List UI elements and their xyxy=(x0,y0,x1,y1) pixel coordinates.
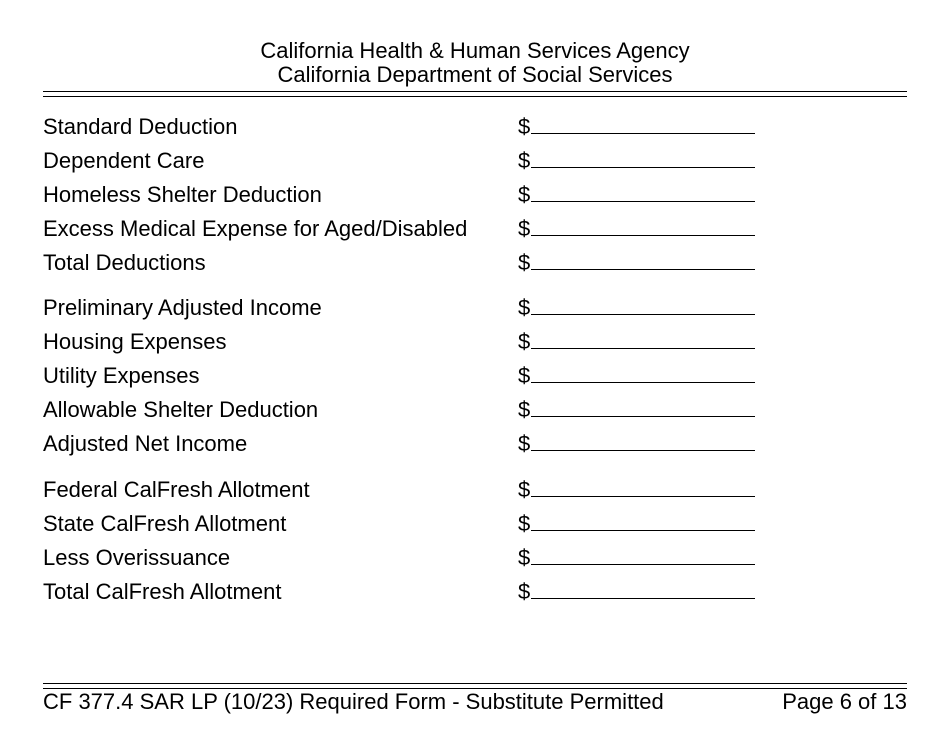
amount-blank-line[interactable] xyxy=(531,580,755,599)
agency-name: California Health & Human Services Agency xyxy=(260,38,690,63)
form-row xyxy=(43,113,907,147)
amount-field[interactable] xyxy=(518,113,755,141)
currency-symbol: $ xyxy=(518,329,531,354)
amount-field[interactable] xyxy=(518,181,755,209)
deductions-section xyxy=(43,113,907,283)
currency-symbol: $ xyxy=(518,397,531,422)
amount-field[interactable] xyxy=(518,476,755,504)
row-label: Less Overissuance xyxy=(43,545,231,570)
amount-field[interactable] xyxy=(518,362,755,390)
currency-symbol: $ xyxy=(518,148,531,173)
form-row xyxy=(43,544,907,578)
amount-blank-line[interactable] xyxy=(531,115,755,134)
row-label: Excess Medical Expense for Aged/Disabled xyxy=(43,216,468,241)
amount-field[interactable] xyxy=(518,147,755,175)
form-row xyxy=(43,578,907,612)
amount-blank-line[interactable] xyxy=(531,398,755,417)
form-row xyxy=(43,181,907,215)
amount-blank-line[interactable] xyxy=(531,478,755,497)
row-label: State CalFresh Allotment xyxy=(43,511,287,536)
amount-blank-line[interactable] xyxy=(531,364,755,383)
row-label: Total CalFresh Allotment xyxy=(43,579,282,604)
row-label: Homeless Shelter Deduction xyxy=(43,182,322,207)
row-label: Housing Expenses xyxy=(43,329,227,354)
amount-field[interactable] xyxy=(518,396,755,424)
amount-blank-line[interactable] xyxy=(531,432,755,451)
currency-symbol: $ xyxy=(518,579,531,604)
document-header xyxy=(0,39,950,87)
page-number: Page 6 of 13 xyxy=(782,689,907,714)
header-divider xyxy=(43,91,907,97)
amount-field[interactable] xyxy=(518,328,755,356)
currency-symbol: $ xyxy=(518,114,531,139)
amount-blank-line[interactable] xyxy=(531,251,755,270)
currency-symbol: $ xyxy=(518,431,531,456)
amount-field[interactable] xyxy=(518,294,755,322)
income-section xyxy=(43,294,907,464)
amount-field[interactable] xyxy=(518,215,755,243)
currency-symbol: $ xyxy=(518,477,531,502)
amount-blank-line[interactable] xyxy=(531,296,755,315)
amount-field[interactable] xyxy=(518,510,755,538)
row-label: Federal CalFresh Allotment xyxy=(43,477,310,502)
amount-blank-line[interactable] xyxy=(531,217,755,236)
currency-symbol: $ xyxy=(518,250,531,275)
row-label: Utility Expenses xyxy=(43,363,200,388)
form-row xyxy=(43,328,907,362)
amount-field[interactable] xyxy=(518,578,755,606)
currency-symbol: $ xyxy=(518,545,531,570)
amount-blank-line[interactable] xyxy=(531,330,755,349)
form-row xyxy=(43,215,907,249)
department-name: California Department of Social Services xyxy=(277,62,673,87)
form-row xyxy=(43,476,907,510)
amount-blank-line[interactable] xyxy=(531,512,755,531)
amount-blank-line[interactable] xyxy=(531,183,755,202)
form-row xyxy=(43,294,907,328)
currency-symbol: $ xyxy=(518,182,531,207)
form-row xyxy=(43,396,907,430)
row-label: Adjusted Net Income xyxy=(43,431,248,456)
currency-symbol: $ xyxy=(518,295,531,320)
amount-field[interactable] xyxy=(518,544,755,572)
currency-symbol: $ xyxy=(518,511,531,536)
allotment-section xyxy=(43,476,907,612)
form-row xyxy=(43,430,907,464)
form-identifier: CF 377.4 SAR LP (10/23) Required Form - Substitute Permitted xyxy=(43,689,664,714)
currency-symbol: $ xyxy=(518,216,531,241)
row-label: Total Deductions xyxy=(43,250,206,275)
row-label: Standard Deduction xyxy=(43,114,238,139)
form-row xyxy=(43,147,907,181)
amount-field[interactable] xyxy=(518,430,755,458)
form-row xyxy=(43,249,907,283)
form-row xyxy=(43,510,907,544)
row-label: Preliminary Adjusted Income xyxy=(43,295,322,320)
form-row xyxy=(43,362,907,396)
row-label: Allowable Shelter Deduction xyxy=(43,397,319,422)
row-label: Dependent Care xyxy=(43,148,205,173)
amount-blank-line[interactable] xyxy=(531,149,755,168)
currency-symbol: $ xyxy=(518,363,531,388)
amount-blank-line[interactable] xyxy=(531,546,755,565)
amount-field[interactable] xyxy=(518,249,755,277)
